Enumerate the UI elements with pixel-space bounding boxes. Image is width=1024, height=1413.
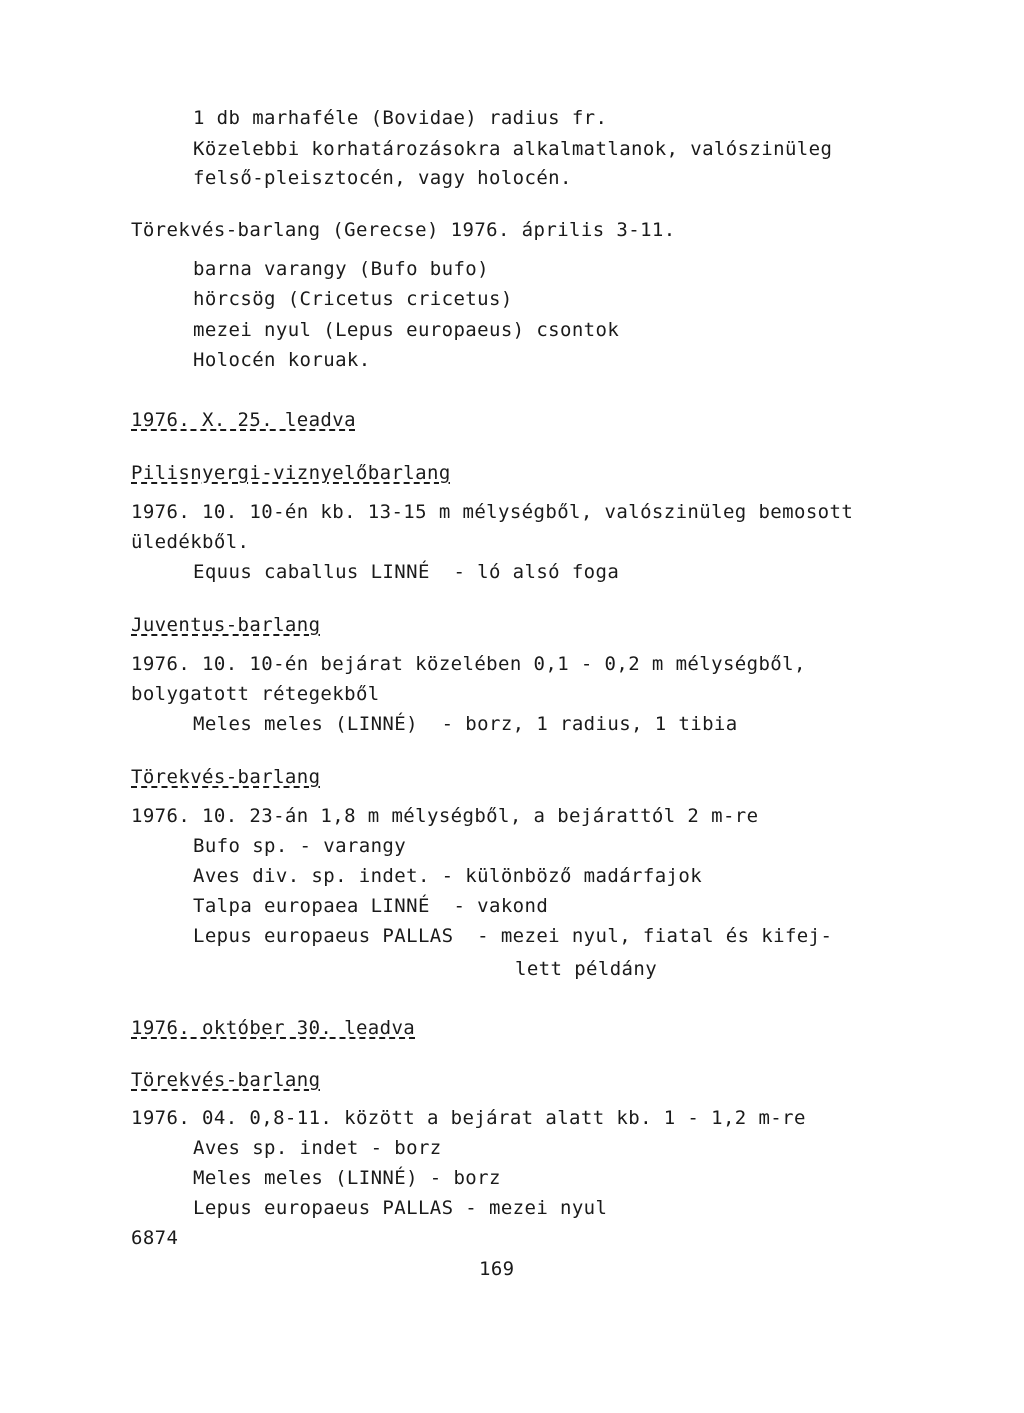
cave-name-heading: Törekvés-barlang <box>131 1069 321 1091</box>
species-line: Lepus europaeus PALLAS - mezei nyul <box>193 1197 608 1219</box>
inventory-number: 6874 <box>131 1227 179 1249</box>
species-line: barna varangy (Bufo bufo) <box>193 258 489 280</box>
species-line: Aves div. sp. indet. - különböző madárfajok <box>193 865 703 887</box>
species-line: Meles meles (LINNÉ) - borz, 1 radius, 1 tibia <box>193 713 738 735</box>
text-line: 1 db marhaféle (Bovidae) radius fr. <box>193 107 608 129</box>
species-line: Lepus europaeus PALLAS - mezei nyul, fiatal és kifej- <box>193 925 833 947</box>
find-description: 1976. 04. 0,8-11. között a bejárat alatt kb. 1 - 1,2 m-re <box>131 1107 806 1129</box>
text-line: felső-pleisztocén, vagy holocén. <box>193 167 572 189</box>
text-line: Holocén koruak. <box>193 349 371 371</box>
text-line: Közelebbi korhatározásokra alkalmatlanok, valószinüleg <box>193 138 833 160</box>
cave-name-heading: Juventus-barlang <box>131 614 321 636</box>
species-line: mezei nyul (Lepus europaeus) csontok <box>193 319 620 341</box>
species-line: Bufo sp. - varangy <box>193 835 407 857</box>
species-line: Meles meles (LINNÉ) - borz <box>193 1167 501 1189</box>
find-description: 1976. 10. 23-án 1,8 m mélységből, a bejárattól 2 m-re <box>131 805 759 827</box>
find-description: bolygatott rétegekből <box>131 683 380 705</box>
species-line: hörcsög (Cricetus cricetus) <box>193 288 513 310</box>
section-heading: Törekvés-barlang (Gerecse) 1976. április 3-11. <box>131 219 676 241</box>
species-line: Equus caballus LINNÉ - ló alsó foga <box>193 561 620 583</box>
find-description: 1976. 10. 10-én bejárat közelében 0,1 - 0,2 m mélységből, <box>131 653 806 675</box>
cave-name-heading: Pilisnyergi-viznyelőbarlang <box>131 462 451 484</box>
page-number: 169 <box>479 1258 515 1280</box>
species-line-continuation: lett példány <box>515 958 658 980</box>
species-line: Talpa europaea LINNÉ - vakond <box>193 895 549 917</box>
cave-name-heading: Törekvés-barlang <box>131 766 321 788</box>
submission-date: 1976. X. 25. leadva <box>131 409 356 431</box>
submission-date: 1976. október 30. leadva <box>131 1017 416 1039</box>
species-line: Aves sp. indet - borz <box>193 1137 442 1159</box>
find-description: üledékből. <box>131 531 250 553</box>
find-description: 1976. 10. 10-én kb. 13-15 m mélységből, valószinüleg bemosott <box>131 501 854 523</box>
